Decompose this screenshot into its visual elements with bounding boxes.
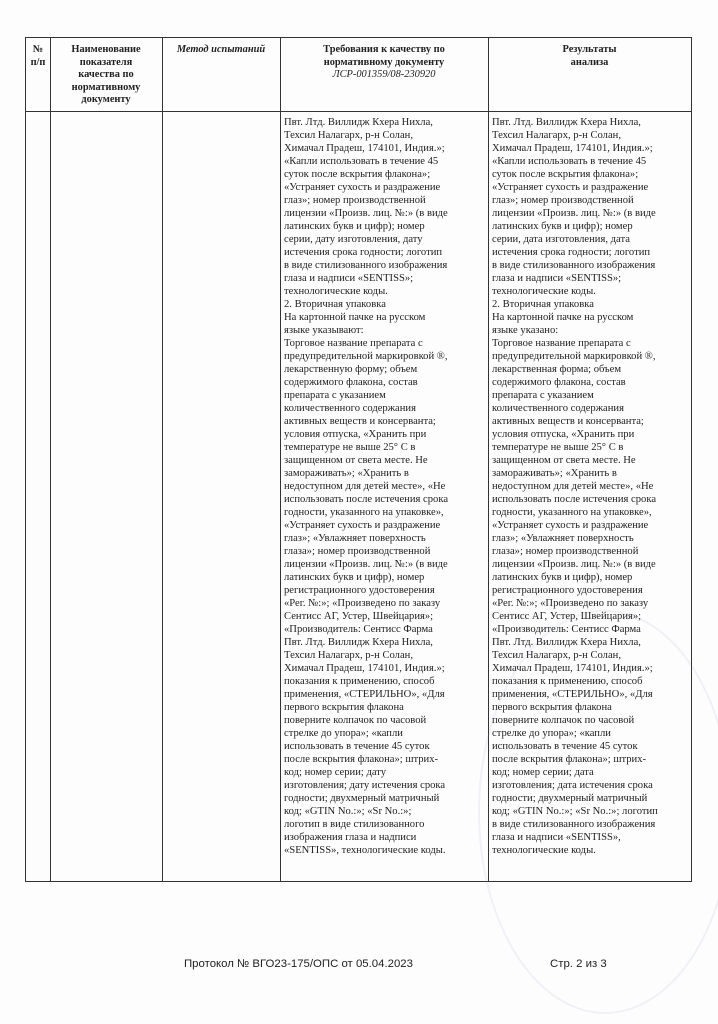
header-requirements-line: нормативному документу xyxy=(323,56,445,68)
text-line: активных веществ и консерванта; xyxy=(284,416,436,427)
header-indicator-line: качества по xyxy=(78,69,134,81)
text-line: препарата с указанием xyxy=(284,390,386,401)
text-line: годности, указанного на упаковке», xyxy=(284,507,444,518)
text-line: истечения срока годности; логотип xyxy=(492,247,651,258)
footer-page-number: Стр. 2 из 3 xyxy=(550,958,607,970)
footer-protocol: Протокол № ВГО23-175/ОПС от 05.04.2023 xyxy=(184,958,413,970)
text-line: логотип в виде стилизованного xyxy=(284,819,425,830)
text-line: в виде стилизованного изображения xyxy=(284,260,448,271)
text-line: глаз»; «Увлажняет поверхность xyxy=(492,533,634,544)
text-line: истечения срока годности; логотип xyxy=(284,247,443,258)
text-line: лицензии «Произв. лиц. №:» (в виде xyxy=(284,559,448,570)
text-line: код; номер серии; дату xyxy=(284,767,387,778)
text-line: латинских букв и цифр), номер xyxy=(284,572,425,583)
text-line: показания к применению, способ xyxy=(492,676,643,687)
text-line: изготовления; дата истечения срока xyxy=(492,780,653,791)
text-line: На картонной пачке на русском xyxy=(284,312,426,323)
text-line: «Устраняет сухость и раздражение xyxy=(492,182,649,193)
requirements-cell xyxy=(284,116,486,857)
text-line: «Капли использовать в течение 45 xyxy=(492,156,647,167)
text-line: защищенном от света месте. Не xyxy=(492,455,636,466)
text-line: глаза»; номер производственной xyxy=(284,546,431,557)
text-line: содержимого флакона, состав xyxy=(492,377,626,388)
header-num-line: п/п xyxy=(30,56,46,68)
text-line: в виде стилизованного изображения xyxy=(492,260,656,271)
text-line: глаза»; номер производственной xyxy=(492,546,639,557)
text-line: предупредительной маркировкой ®, xyxy=(284,351,448,362)
text-line: языке указывают: xyxy=(284,325,364,336)
text-line: температуре не выше 25° С в xyxy=(284,442,416,453)
text-line: использовать после истечения срока xyxy=(284,494,449,505)
text-line: Техсил Налагарх, р-н Солан, xyxy=(492,650,621,661)
text-line: «Устраняет сухость и раздражение xyxy=(492,520,649,531)
text-line: языке указано: xyxy=(492,325,559,336)
text-line: латинских букв и цифр); номер xyxy=(492,221,633,232)
text-line: суток после вскрытия флакона»; xyxy=(284,169,431,180)
text-line: препарата с указанием xyxy=(492,390,594,401)
header-requirements-line: Требования к качеству по xyxy=(323,44,445,55)
text-line: поверните колпачок по часовой xyxy=(284,715,427,726)
text-line: «Рег. №:»; «Произведено по заказу xyxy=(492,598,649,609)
text-line: технологические коды. xyxy=(492,286,596,297)
header-indicator xyxy=(50,38,162,111)
text-line: Пвт. Лтд. Виллидж Кхера Нихла, xyxy=(492,117,641,128)
text-line: суток после вскрытия флакона»; xyxy=(492,169,639,180)
header-num xyxy=(26,38,50,111)
header-results-line: анализа xyxy=(570,56,609,68)
text-line: «Рег. №:»; «Произведено по заказу xyxy=(284,598,441,609)
text-line: «Устраняет сухость и раздражение xyxy=(284,520,441,531)
text-line: изготовления; дату истечения срока xyxy=(284,780,446,791)
text-line: серии, дата изготовления, дата xyxy=(492,234,630,245)
text-line: показания к применению, способ xyxy=(284,676,435,687)
text-line: технологические коды. xyxy=(492,845,596,856)
text-line: стрелке до упора»; «капли xyxy=(284,728,403,739)
text-line: использовать в течение 45 суток xyxy=(492,741,638,752)
text-line: поверните колпачок по часовой xyxy=(492,715,635,726)
text-line: лицензии «Произв. лиц. №:» (в виде xyxy=(492,208,656,219)
text-line: код; «GTIN No.:»; «Sr No.:»; xyxy=(284,806,412,817)
text-line: глаз»; номер производственной xyxy=(492,195,634,206)
text-line: условия отпуска, «Хранить при xyxy=(284,429,427,440)
text-line: Торговое название препарата с xyxy=(284,338,423,349)
header-indicator-line: документу xyxy=(81,94,131,106)
text-line: недоступном для детей месте», «Не xyxy=(492,481,654,492)
text-line: Техсил Налагарх, р-н Солан, xyxy=(284,650,413,661)
text-line: Пвт. Лтд. Виллидж Кхера Нихла, xyxy=(284,117,433,128)
text-line: глаза и надписи «SENTISS», xyxy=(492,832,621,843)
text-line: первого вскрытия флакона xyxy=(492,702,612,713)
text-line: латинских букв и цифр); номер xyxy=(284,221,425,232)
text-line: годности, указанного на упаковке», xyxy=(492,507,652,518)
text-line: код; номер серии; дата xyxy=(492,767,594,778)
text-line: 2. Вторичная упаковка xyxy=(284,299,386,310)
text-line: «Капли использовать в течение 45 xyxy=(284,156,439,167)
text-line: Пвт. Лтд. Виллидж Кхера Нихла, xyxy=(492,637,641,648)
text-line: применения, «СТЕРИЛЬНО», «Для xyxy=(492,689,653,700)
text-line: использовать в течение 45 суток xyxy=(284,741,430,752)
header-method xyxy=(162,38,280,111)
text-line: количественного содержания xyxy=(492,403,624,414)
text-line: лекарственная форма; объем xyxy=(492,364,622,375)
text-line: Торговое название препарата с xyxy=(492,338,631,349)
text-line: замораживать»; «Хранить в xyxy=(284,468,409,479)
column-divider xyxy=(50,38,51,881)
text-line: замораживать»; «Хранить в xyxy=(492,468,617,479)
header-requirements-doc: ЛСР-001359/08-230920 xyxy=(332,69,436,81)
text-line: годности; двухмерный матричный xyxy=(284,793,440,804)
header-indicator-line: нормативному xyxy=(71,81,141,93)
text-line: годности; двухмерный матричный xyxy=(492,793,648,804)
text-line: «Устраняет сухость и раздражение xyxy=(284,182,441,193)
text-line: «Производитель: Сентисс Фарма xyxy=(492,624,641,635)
results-cell xyxy=(492,116,690,857)
text-line: недоступном для детей месте», «Не xyxy=(284,481,446,492)
text-line: защищенном от света месте. Не xyxy=(284,455,428,466)
header-results-line: Результаты xyxy=(562,44,617,55)
text-line: применения, «СТЕРИЛЬНО», «Для xyxy=(284,689,445,700)
text-line: Химачал Прадеш, 174101, Индия.»; xyxy=(492,663,653,674)
text-line: глаза и надписи «SENTISS»; xyxy=(284,273,414,284)
text-line: глаз»; «Увлажняет поверхность xyxy=(284,533,426,544)
text-line: после вскрытия флакона»; штрих- xyxy=(492,754,647,765)
text-line: лицензии «Произв. лиц. №:» (в виде xyxy=(492,559,656,570)
text-line: технологические коды. xyxy=(284,286,388,297)
text-line: глаз»; номер производственной xyxy=(284,195,426,206)
text-line: регистрационного удостоверения xyxy=(492,585,643,596)
text-line: Химачал Прадеш, 174101, Индия.»; xyxy=(492,143,653,154)
text-line: после вскрытия флакона»; штрих- xyxy=(284,754,439,765)
header-results xyxy=(488,38,691,111)
text-line: Химачал Прадеш, 174101, Индия.»; xyxy=(284,663,445,674)
text-line: «SENTISS», технологические коды. xyxy=(284,845,446,856)
text-line: содержимого флакона, состав xyxy=(284,377,418,388)
text-line: стрелке до упора»; «капли xyxy=(492,728,611,739)
header-indicator-line: показателя xyxy=(79,56,133,68)
text-line: регистрационного удостоверения xyxy=(284,585,435,596)
text-line: лицензии «Произв. лиц. №:» (в виде xyxy=(284,208,448,219)
text-line: изображения глаза и надписи xyxy=(284,832,417,843)
text-line: «Производитель: Сентисс Фарма xyxy=(284,624,433,635)
text-line: латинских букв и цифр), номер xyxy=(492,572,633,583)
text-line: первого вскрытия флакона xyxy=(284,702,404,713)
column-divider xyxy=(488,38,489,881)
column-divider xyxy=(280,38,281,881)
text-line: условия отпуска, «Хранить при xyxy=(492,429,635,440)
text-line: Химачал Прадеш, 174101, Индия.»; xyxy=(284,143,445,154)
text-line: предупредительной маркировкой ®, xyxy=(492,351,656,362)
text-line: 2. Вторичная упаковка xyxy=(492,299,594,310)
text-line: Техсил Налагарх, р-н Солан, xyxy=(492,130,621,141)
header-indicator-line: Наименование xyxy=(71,44,141,55)
text-line: использовать после истечения срока xyxy=(492,494,657,505)
text-line: На картонной пачке на русском xyxy=(492,312,634,323)
text-line: код; «GTIN No.:»; «Sr No.:»; логотип xyxy=(492,806,658,817)
text-line: Сентисс АГ, Устер, Швейцария»; xyxy=(284,611,434,622)
text-line: Техсил Налагарх, р-н Солан, xyxy=(284,130,413,141)
text-line: количественного содержания xyxy=(284,403,416,414)
header-num-line: № xyxy=(32,44,44,55)
column-divider xyxy=(162,38,163,881)
text-line: в виде стилизованного изображения xyxy=(492,819,656,830)
text-line: активных веществ и консерванта; xyxy=(492,416,644,427)
text-line: Пвт. Лтд. Виллидж Кхера Нихла, xyxy=(284,637,433,648)
text-line: лекарственную форму; объем xyxy=(284,364,418,375)
header-divider xyxy=(26,111,691,112)
analysis-table xyxy=(25,37,692,882)
text-line: серии, дату изготовления, дату xyxy=(284,234,423,245)
header-method-line: Метод испытаний xyxy=(176,44,266,55)
text-line: глаза и надписи «SENTISS»; xyxy=(492,273,622,284)
text-line: температуре не выше 25° С в xyxy=(492,442,624,453)
header-requirements xyxy=(280,38,488,111)
text-line: Сентисс АГ, Устер, Швейцария»; xyxy=(492,611,642,622)
